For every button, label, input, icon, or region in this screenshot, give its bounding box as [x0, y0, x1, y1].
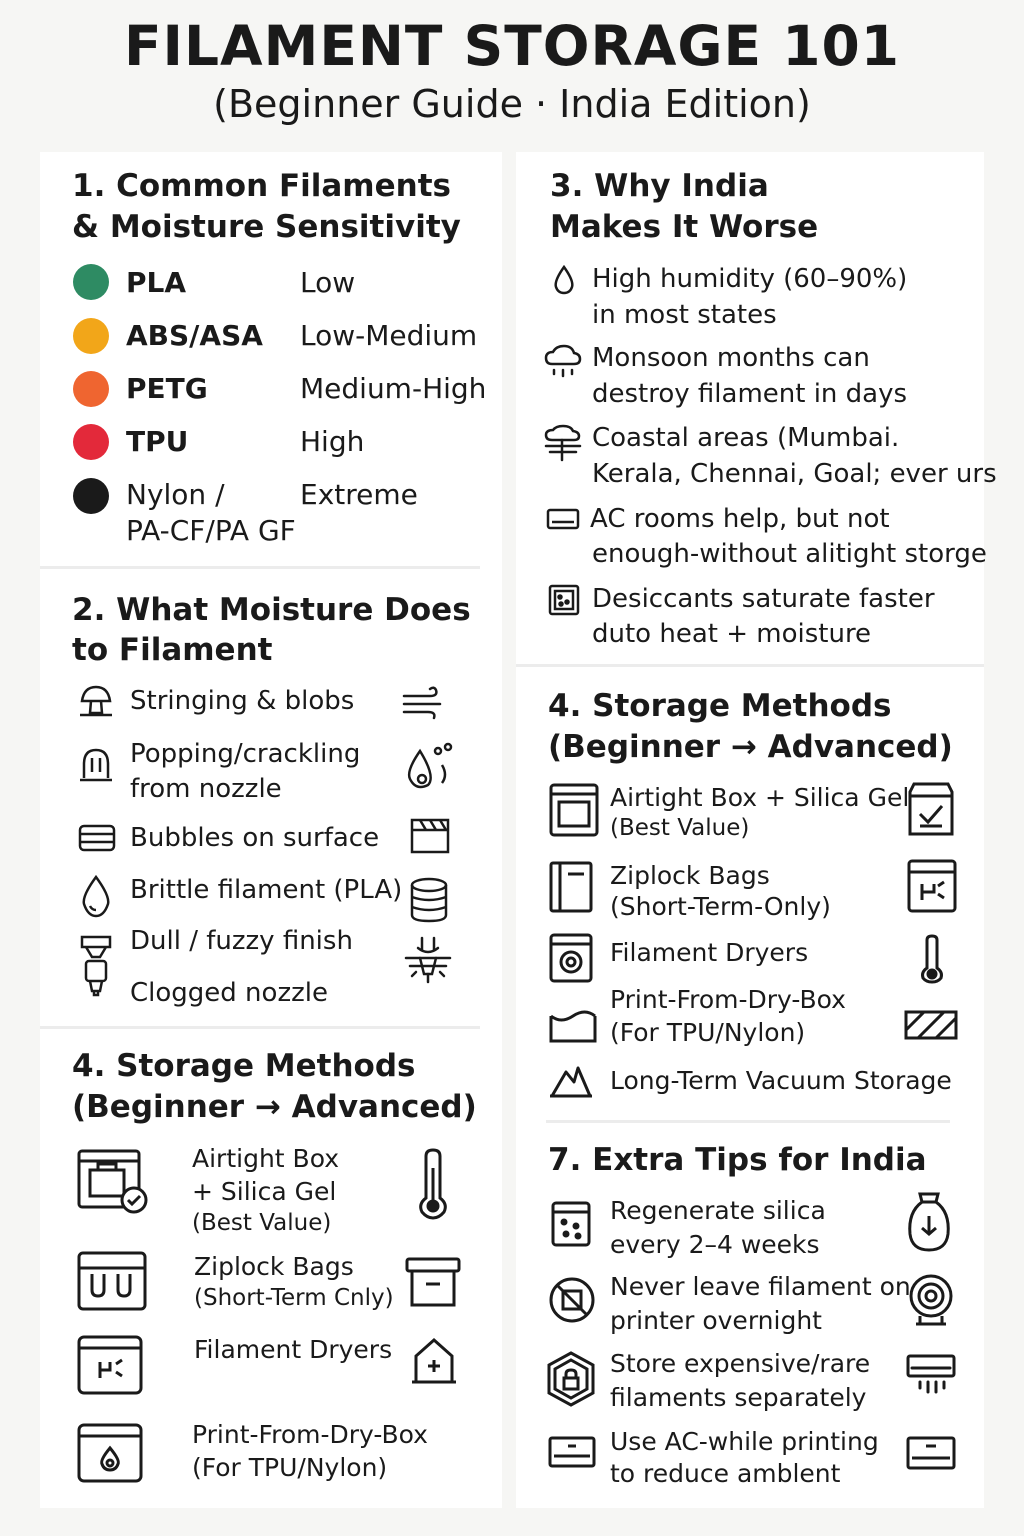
stack-icon: [78, 824, 116, 852]
box-icon: [548, 782, 600, 838]
method-text: Print-From-Dry-Box: [610, 985, 846, 1014]
reason-text-line2: Kerala, Chennai, Goal; ever urs: [592, 459, 997, 489]
tip-text-line2: to reduce amblent: [610, 1459, 841, 1488]
section1-title-line1: 1. Common Filaments: [72, 168, 451, 204]
clapper-icon: [410, 816, 450, 856]
reason-text-line2: enough-without alitight storge: [592, 539, 987, 569]
coastal-icon: [544, 424, 582, 462]
reason-text: Monsoon months can: [592, 343, 870, 373]
thermometer-icon: [414, 1148, 452, 1220]
section7-title: 7. Extra Tips for India: [548, 1142, 927, 1178]
tip-text-line2: printer overnight: [610, 1306, 822, 1335]
spool-icon: [906, 1272, 956, 1328]
filament-name: TPU: [126, 425, 189, 458]
sensitivity-level: Low: [300, 266, 356, 299]
effect-text: Dull / fuzzy finish: [130, 926, 353, 956]
method-text-line2: (Short-Term Cnly): [194, 1285, 394, 1311]
high-color-dot: [73, 424, 109, 460]
sensitivity-level: Medium-High: [300, 372, 487, 405]
stripes-icon: [904, 1010, 958, 1040]
reason-text-line2: in most states: [592, 300, 777, 330]
extreme-color-dot: [73, 478, 109, 514]
section1-title-line2: & Moisture Sensitivity: [72, 209, 461, 245]
sensitivity-level: High: [300, 425, 365, 458]
method-text-line2: (For TPU/Nylon): [610, 1018, 806, 1047]
ac-icon: [546, 508, 580, 530]
mushroom-icon: [76, 683, 116, 719]
ac-unit-icon: [906, 1354, 956, 1396]
divider: [516, 664, 984, 667]
wind-icon: [402, 686, 444, 720]
reason-text-line2: destroy filament in days: [592, 379, 908, 409]
tip-text: Never leave filament on: [610, 1272, 911, 1301]
divider: [546, 1120, 950, 1123]
bell-icon: [78, 746, 114, 786]
method-text-line2: (For TPU/Nylon): [192, 1453, 388, 1482]
ac-icon: [906, 1436, 956, 1470]
vacuum-icon: [548, 1064, 594, 1100]
silica-jar-icon: [550, 1200, 592, 1248]
reason-text: AC rooms help, but not: [590, 504, 890, 534]
filament-name: Nylon /: [126, 478, 225, 511]
container-icon: [404, 1256, 462, 1308]
rain-cloud-icon: [544, 344, 582, 378]
reason-text: Coastal areas (Mumbai.: [592, 423, 900, 453]
tip-text: Store expensive/rare: [610, 1349, 871, 1378]
low-medium-color-dot: [73, 318, 109, 354]
medium-high-color-dot: [73, 371, 109, 407]
low-color-dot: [73, 264, 109, 300]
tray-icon: [548, 1006, 598, 1044]
filament-name: PLA: [126, 266, 187, 299]
filament-name: ABS/ASA: [126, 319, 263, 352]
droplet-icon: [80, 874, 112, 918]
tip-text-line2: filaments separately: [610, 1383, 867, 1412]
effect-text: Popping/crackling: [130, 739, 361, 769]
tip-text-line2: every 2–4 weeks: [610, 1230, 820, 1259]
drybox-icon: [76, 1422, 144, 1484]
tip-text: Regenerate silica: [610, 1196, 826, 1225]
dryer-icon: [76, 1334, 144, 1396]
section2-title-line1: 2. What Moisture Does: [72, 592, 471, 628]
droplet-icon: [552, 265, 576, 295]
sensitivity-level: Extreme: [300, 478, 418, 511]
section4b-title-line2: (Beginner → Advanced): [548, 729, 953, 765]
spool-icon: [410, 877, 448, 923]
method-text-line2: (Best Value): [610, 815, 750, 841]
hotend-icon: [402, 936, 454, 988]
ac-icon: [548, 1436, 596, 1468]
method-text: Print-From-Dry-Box: [192, 1420, 428, 1449]
method-text: Filament Dryers: [610, 938, 809, 967]
house-icon: [410, 1336, 458, 1386]
page-title: FILAMENT STORAGE 101: [123, 14, 901, 78]
bags-icon: [76, 1250, 148, 1312]
section2-title-line2: to Filament: [72, 632, 273, 668]
method-text: Ziplock Bags: [610, 861, 770, 890]
method-text-line2: + Silica Gel: [192, 1177, 337, 1206]
section3-title-line1: 3. Why India: [550, 168, 769, 204]
method-text: Airtight Box + Silica Gel: [610, 783, 910, 812]
effect-text-line2: from nozzle: [130, 774, 282, 804]
page-subtitle: (Beginner Guide · India Edition): [213, 82, 811, 126]
divider: [40, 1026, 480, 1029]
section4b-title-line1: 4. Storage Methods: [548, 688, 892, 724]
filament-name-line2: PA-CF/PA GF: [126, 514, 296, 547]
dryer-icon: [548, 932, 594, 984]
effect-text: Brittle filament (PLA): [130, 875, 403, 905]
filament-name: PETG: [126, 372, 208, 405]
effect-text: Bubbles on surface: [130, 823, 380, 853]
method-text: Filament Dryers: [194, 1335, 393, 1364]
section4a-title-line1: 4. Storage Methods: [72, 1048, 416, 1084]
section3-title-line2: Makes It Worse: [550, 209, 819, 245]
sack-icon: [906, 1190, 952, 1254]
method-text: Long-Term Vacuum Storage: [610, 1066, 952, 1095]
reason-text: Desiccants saturate faster: [592, 584, 935, 614]
bag-icon: [906, 858, 958, 914]
section4a-title-line2: (Beginner → Advanced): [72, 1089, 477, 1125]
thermometer-icon: [918, 934, 946, 984]
no-printer-icon: [548, 1276, 596, 1324]
tip-text: Use AC-while printing: [610, 1427, 879, 1456]
sensitivity-level: Low-Medium: [300, 319, 478, 352]
desiccant-icon: [548, 584, 580, 616]
reason-text-line2: duto heat + moisture: [592, 619, 872, 649]
droplets-icon: [402, 741, 454, 793]
reason-text: High humidity (60–90%): [592, 264, 908, 294]
box-check-icon: [76, 1148, 150, 1216]
method-text-line2: (Short-Term-Only): [610, 892, 831, 921]
effect-text: Clogged nozzle: [130, 978, 328, 1008]
book-icon: [548, 860, 594, 914]
nozzle-icon: [78, 935, 114, 997]
bag-check-icon: [906, 780, 956, 838]
method-text: Ziplock Bags: [194, 1252, 354, 1281]
hex-lock-icon: [546, 1350, 596, 1408]
method-text: Airtight Box: [192, 1144, 340, 1173]
effect-text: Stringing & blobs: [130, 686, 355, 716]
method-text-line3: (Best Value): [192, 1210, 332, 1236]
divider: [40, 566, 480, 569]
